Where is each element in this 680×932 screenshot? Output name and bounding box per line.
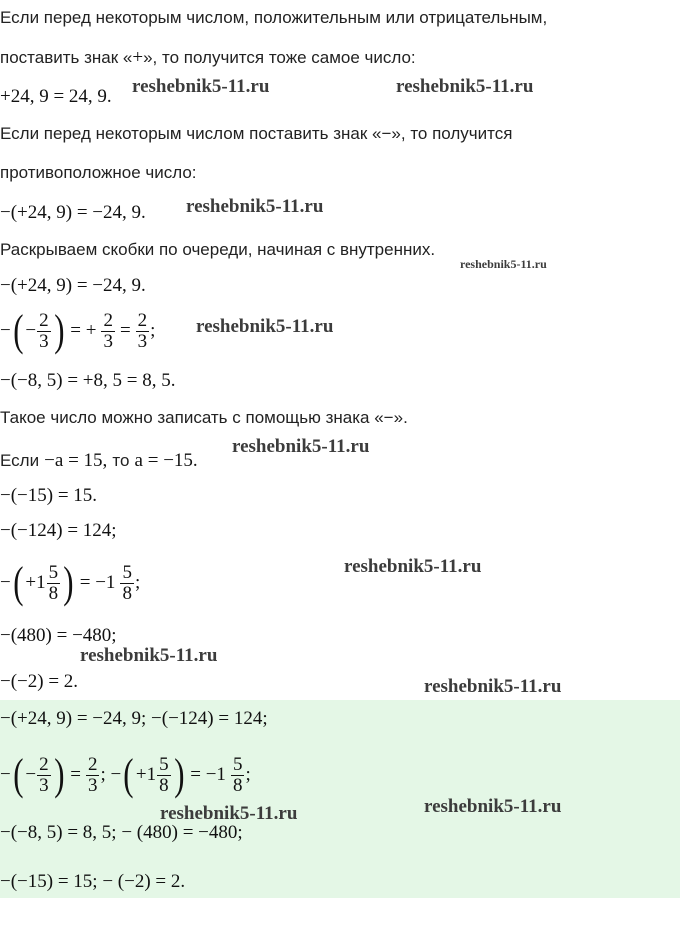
if-word: Если	[0, 451, 40, 470]
eq9-minus: −	[0, 572, 11, 593]
equation-7: −(−15) = 15.	[0, 485, 98, 506]
rule-minus-line1: Если перед некоторым числом поставить знак «−», то получится	[0, 124, 513, 143]
answer-line-1: −(+24, 9) = −24, 9; −(−124) = 124;	[0, 708, 268, 729]
equation-minus: −(+24, 9) = −24, 9.	[0, 202, 146, 223]
watermark: reshebnik5-11.ru	[344, 556, 482, 577]
minus-sign-text: Такое число можно записать с помощью знака «−».	[0, 408, 408, 427]
watermark: reshebnik5-11.ru	[424, 676, 562, 697]
left-paren: (	[12, 558, 24, 607]
watermark: reshebnik5-11.ru	[232, 436, 370, 457]
right-paren-2: )	[173, 750, 185, 799]
ans2-inner-plus: +1	[135, 764, 157, 785]
right-paren: )	[63, 558, 74, 607]
watermark: reshebnik5-11.ru	[132, 76, 270, 97]
fraction-denominator: 8	[159, 774, 169, 796]
watermark: reshebnik5-11.ru	[196, 316, 334, 337]
watermark: reshebnik5-11.ru	[186, 196, 324, 217]
ans2-eq1: =	[70, 764, 81, 785]
fraction-2-3-b	[86, 755, 100, 796]
fraction-numerator: 5	[159, 753, 169, 775]
watermark: reshebnik5-11.ru	[80, 645, 218, 666]
equation-fraction	[0, 301, 155, 361]
fraction-2-3	[37, 311, 51, 352]
equation-5: −(−8, 5) = +8, 5 = 8, 5.	[0, 370, 176, 391]
fraction-numerator: 5	[48, 561, 59, 583]
eq4-mid: = +	[70, 320, 97, 341]
fraction-numerator: 2	[39, 309, 49, 331]
left-paren-2: (	[123, 750, 134, 799]
eq4-eq: =	[119, 320, 131, 341]
fraction-2-3-c	[136, 311, 150, 352]
fraction-5-8-b	[120, 563, 134, 604]
equation-8: −(−124) = 124;	[0, 520, 117, 541]
fraction-denominator: 8	[48, 582, 59, 604]
left-paren: (	[12, 306, 24, 355]
watermark: reshebnik5-11.ru	[424, 796, 562, 817]
left-paren: (	[12, 750, 24, 799]
eq9-inner: +1	[25, 572, 46, 593]
ans2-semi: ; −	[100, 764, 122, 785]
answer-line-3: −(−8, 5) = 8, 5; − (480) = −480;	[0, 822, 243, 843]
rule-plus-line2-b: », то получится тоже самое число:	[143, 48, 416, 67]
equation-10: −(480) = −480;	[0, 625, 117, 646]
fraction-5-8	[157, 755, 171, 796]
fraction-2-3-b	[101, 311, 115, 352]
fraction-denominator: 3	[39, 774, 49, 796]
fraction-denominator: 8	[232, 774, 243, 796]
fraction-denominator: 3	[103, 330, 113, 352]
watermark: reshebnik5-11.ru	[396, 76, 534, 97]
then-word: то	[112, 451, 130, 470]
equation-plus: +24, 9 = 24, 9.	[0, 86, 112, 107]
equation-11: −(−2) = 2.	[0, 671, 79, 692]
ans2-minus: −	[0, 764, 11, 785]
fraction-5-8-b	[231, 755, 245, 796]
ans2-end: ;	[245, 764, 251, 785]
rule-plus-line2	[0, 47, 416, 69]
fraction-denominator: 8	[122, 582, 132, 604]
ans2-eq2: = −1	[190, 764, 226, 785]
answer-line-4: −(−15) = 15; − (−2) = 2.	[0, 871, 186, 892]
eq6-a: −a = 15,	[44, 450, 108, 471]
equation-3: −(+24, 9) = −24, 9.	[0, 275, 146, 296]
fraction-numerator: 5	[232, 753, 243, 775]
fraction-denominator: 3	[39, 330, 49, 352]
equation-mixed	[0, 553, 140, 613]
watermark: reshebnik5-11.ru	[460, 257, 547, 271]
answer-line-2	[0, 745, 251, 805]
plus-sign: +	[132, 47, 144, 68]
fraction-5-8	[47, 563, 61, 604]
fraction-denominator: 3	[87, 774, 98, 796]
right-paren: )	[53, 750, 65, 799]
rule-plus-line2-a: поставить знак «	[0, 48, 133, 67]
fraction-numerator: 2	[87, 753, 98, 775]
fraction-numerator: 2	[103, 309, 113, 331]
eq4-minus: −	[0, 320, 11, 341]
fraction-denominator: 3	[137, 330, 148, 352]
fraction-numerator: 5	[122, 561, 132, 583]
eq9-end: ;	[134, 572, 141, 593]
fraction-2-3	[37, 755, 51, 796]
rule-plus-line1: Если перед некоторым числом, положительным или отрицательным,	[0, 8, 548, 27]
if-then-line	[0, 450, 198, 472]
watermark: reshebnik5-11.ru	[160, 803, 298, 824]
fraction-numerator: 2	[137, 309, 148, 331]
rule-minus-line2: противоположное число:	[0, 163, 197, 182]
eq6-b: a = −15.	[134, 450, 198, 471]
brackets-text: Раскрываем скобки по очереди, начиная с внутренних.	[0, 240, 436, 259]
fraction-numerator: 2	[39, 753, 49, 775]
ans2-inner-minus: −	[25, 764, 37, 785]
eq9-mid: = −1	[79, 572, 116, 593]
eq4-inner-minus: −	[25, 320, 37, 341]
right-paren: )	[53, 306, 65, 355]
eq4-end: ;	[150, 320, 156, 341]
